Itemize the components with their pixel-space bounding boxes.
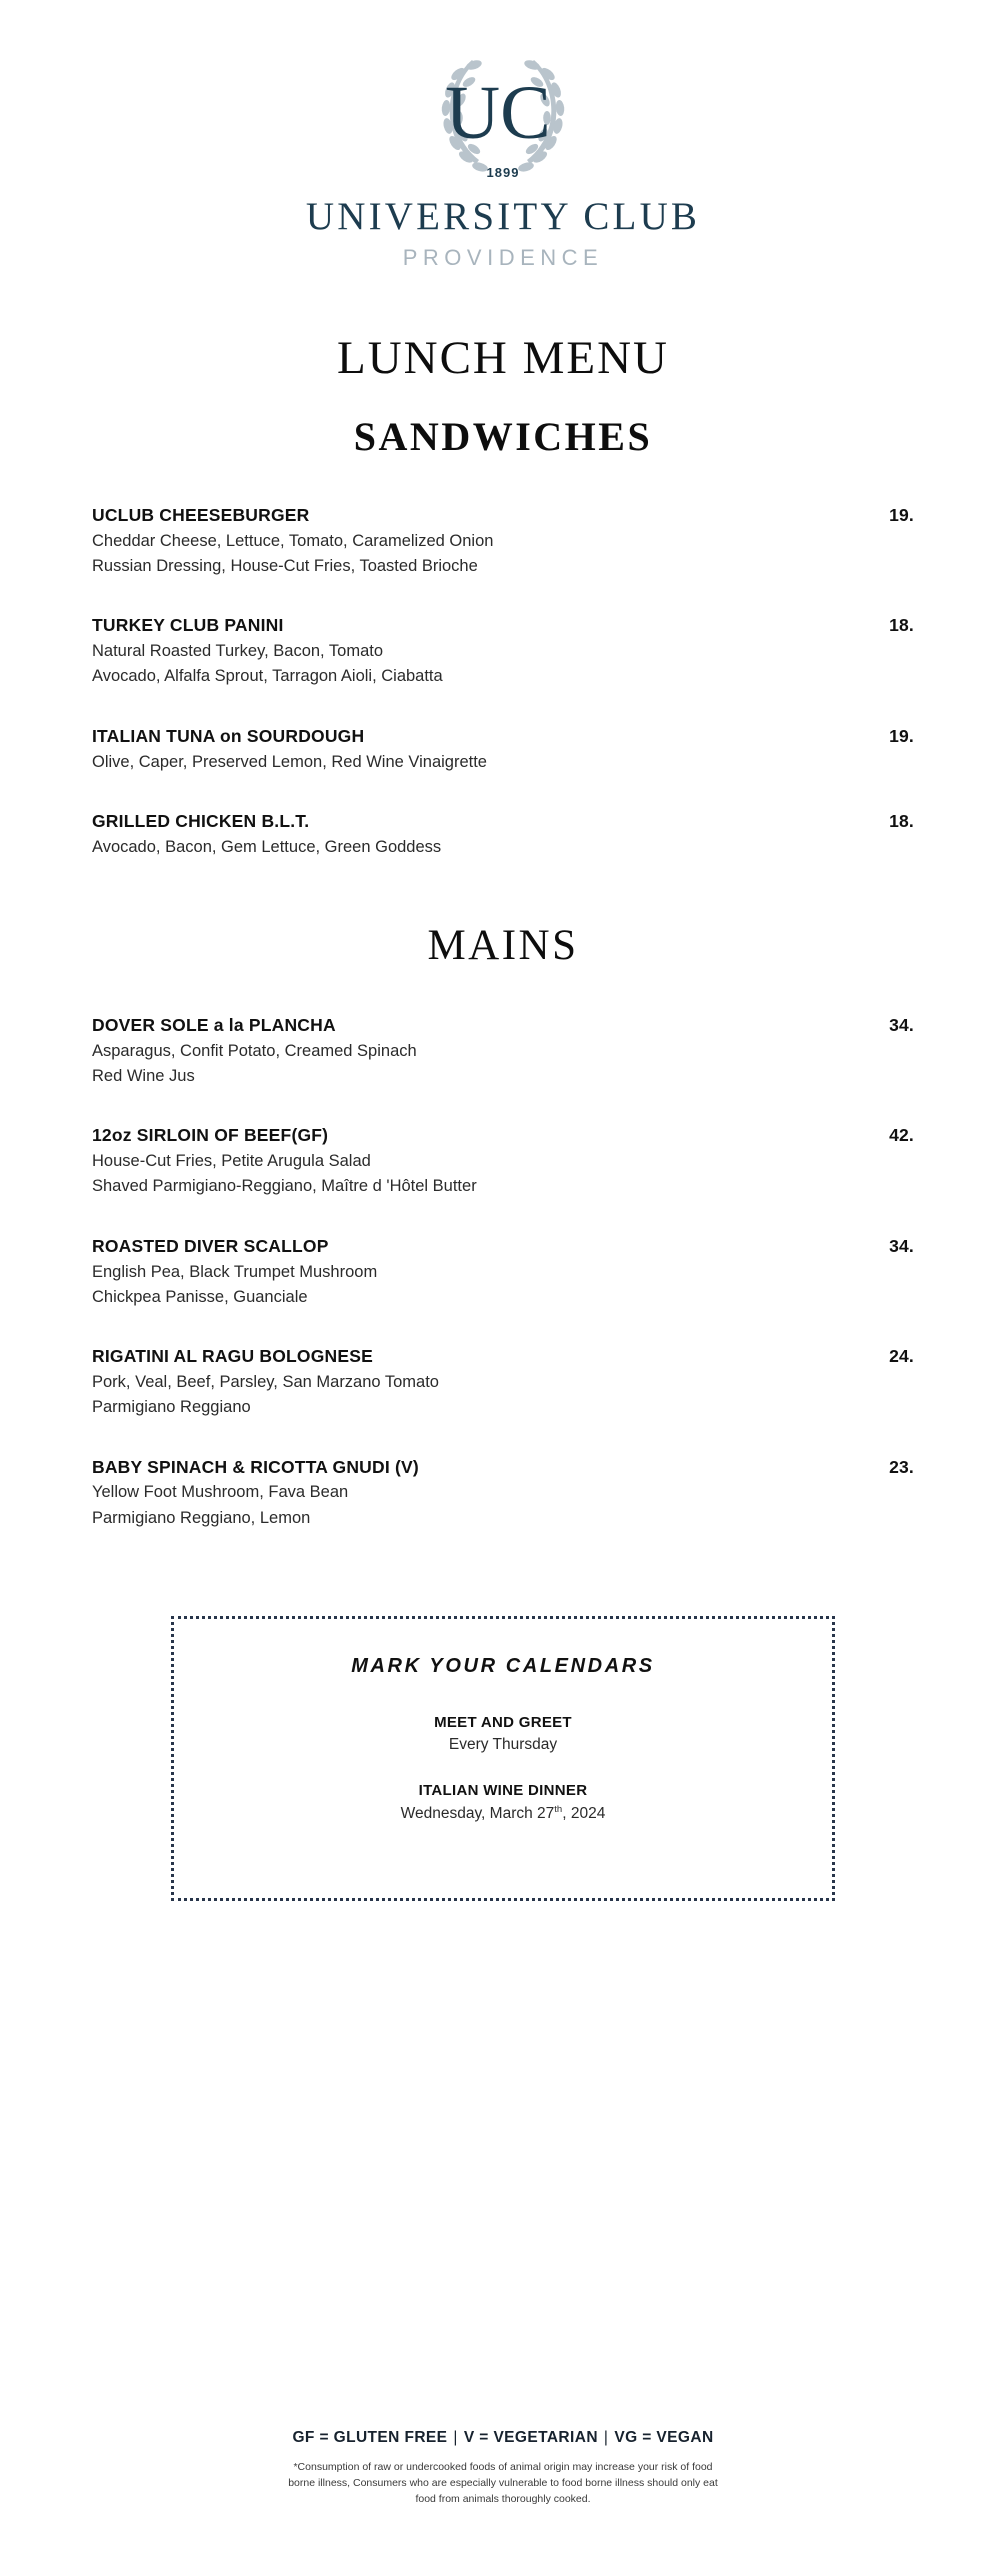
menu-item [92,725,914,774]
health-disclaimer: *Consumption of raw or undercooked foods of animal origin may increase your risk of food borne illness, Consumers who are especially vulnerable to food borne illness should only eat food from animals thoroughly cooked. [288,2461,718,2506]
menu-item-description-line: Avocado, Alfalfa Sprout, Tarragon Aioli, Ciabatta [92,667,443,686]
section-heading-mains: MAINS [427,921,579,969]
legend-gluten-free: GF = GLUTEN FREE [292,2429,448,2447]
legend-vegan: VG = VEGAN [614,2429,714,2447]
menu-item-name: ROASTED DIVER SCALLOP [92,1235,329,1256]
calendar-event-name: ITALIAN WINE DINNER [418,1782,588,1800]
menu-item-name: GRILLED CHICKEN B.L.T. [92,810,310,831]
brand-name: UNIVERSITY CLUB [305,195,701,238]
menu-item [92,1456,914,1530]
menu-item-description-line: Shaved Parmigiano-Reggiano, Maître d 'Hôtel Butter [92,1177,477,1196]
menu-item-price: 23. [889,1456,914,1477]
calendar-event [401,1782,606,1823]
calendar-event-date [401,1804,606,1823]
menu-item [92,810,914,859]
calendar-event-date-ordinal: th [554,1804,563,1816]
menu-item-head [92,1235,914,1259]
menu-item-description-line: Avocado, Bacon, Gem Lettuce, Green Goddess [92,837,442,856]
menu-item-head [92,504,914,528]
menu-item-description-line: Asparagus, Confit Potato, Creamed Spinach [92,1041,417,1060]
page-title: LUNCH MENU [336,331,670,384]
calendar-event [434,1714,572,1754]
section-heading-sandwiches: SANDWICHES [353,413,653,459]
menu-item [92,1345,914,1419]
menu-item [92,504,914,578]
menu-item-head [92,1014,914,1038]
menu-item [92,1235,914,1309]
menu-item [92,1014,914,1088]
calendar-event-name: MEET AND GREET [434,1714,572,1732]
menu-item-name: DOVER SOLE a la PLANCHA [92,1014,336,1035]
menu-item-price: 18. [889,615,914,636]
menu-item [92,1124,914,1198]
menu-item-description-line: Cheddar Cheese, Lettuce, Tomato, Caramelized Onion [92,531,494,550]
menu-item-price: 19. [889,504,914,525]
menu-item-price: 19. [889,725,914,746]
menu-item-head [92,1345,914,1369]
legend-separator: | [453,2429,458,2447]
brand-location: PROVIDENCE [402,244,604,270]
calendar-box-wrapper [0,1616,1006,1901]
calendar-event-date: Every Thursday [448,1736,558,1754]
menu-item-description-line: Olive, Caper, Preserved Lemon, Red Wine Vinaigrette [92,752,487,771]
menu-item-price: 42. [889,1125,914,1146]
dietary-legend [0,2429,1006,2447]
menu-item-head [92,810,914,834]
legend-vegetarian: V = VEGETARIAN [463,2429,598,2447]
menu-item [92,614,914,688]
menu-item-head [92,1456,914,1480]
menu-item-name: BABY SPINACH & RICOTTA GNUDI (V) [92,1456,419,1477]
menu-item-description-line: English Pea, Black Trumpet Mushroom [92,1262,378,1281]
calendar-event-date-suffix: , 2024 [562,1805,606,1823]
menu-item-head [92,614,914,638]
menu-item-description-line: Natural Roasted Turkey, Bacon, Tomato [92,642,384,661]
menu-item-description-line: Chickpea Panisse, Guanciale [92,1287,308,1306]
mark-your-calendars-box [171,1616,835,1901]
menu-item-description-line: Russian Dressing, House-Cut Fries, Toasted Brioche [92,556,478,575]
menu-item-price: 18. [889,810,914,831]
menu-item-description-line: Red Wine Jus [92,1067,195,1086]
menu-item-price: 24. [889,1346,914,1367]
menu-item-name: UCLUB CHEESEBURGER [92,504,310,525]
brand-header [0,0,1006,271]
menu-item-description-line: Parmigiano Reggiano, Lemon [92,1508,311,1527]
calendar-box-title: MARK YOUR CALENDARS [351,1655,655,1678]
crest-monogram-text: UC [445,71,551,155]
menu-item-description-line: Yellow Foot Mushroom, Fava Bean [92,1483,349,1502]
menu-item-head [92,1124,914,1148]
menu-item-description-line: Parmigiano Reggiano [92,1398,251,1417]
section-mains [0,1014,1006,1530]
menu-item-description-line: House-Cut Fries, Petite Arugula Salad [92,1152,371,1171]
university-club-crest-logo [428,38,578,183]
menu-item-name: ITALIAN TUNA on SOURDOUGH [92,725,365,746]
crest-year-text: 1899 [486,165,520,180]
menu-item-price: 34. [889,1014,914,1035]
menu-item-name: 12oz SIRLOIN OF BEEF(GF) [92,1125,329,1146]
menu-item-name: RIGATINI AL RAGU BOLOGNESE [92,1346,373,1367]
menu-item-head [92,725,914,749]
section-sandwiches [0,504,1006,859]
legend-separator: | [603,2429,609,2447]
menu-item-price: 34. [889,1235,914,1256]
menu-item-name: TURKEY CLUB PANINI [92,615,284,636]
calendar-event-date-prefix: Wednesday, March 27 [400,1805,555,1823]
menu-item-description-line: Pork, Veal, Beef, Parsley, San Marzano Tomato [92,1373,439,1391]
page-footer [0,2429,1006,2508]
